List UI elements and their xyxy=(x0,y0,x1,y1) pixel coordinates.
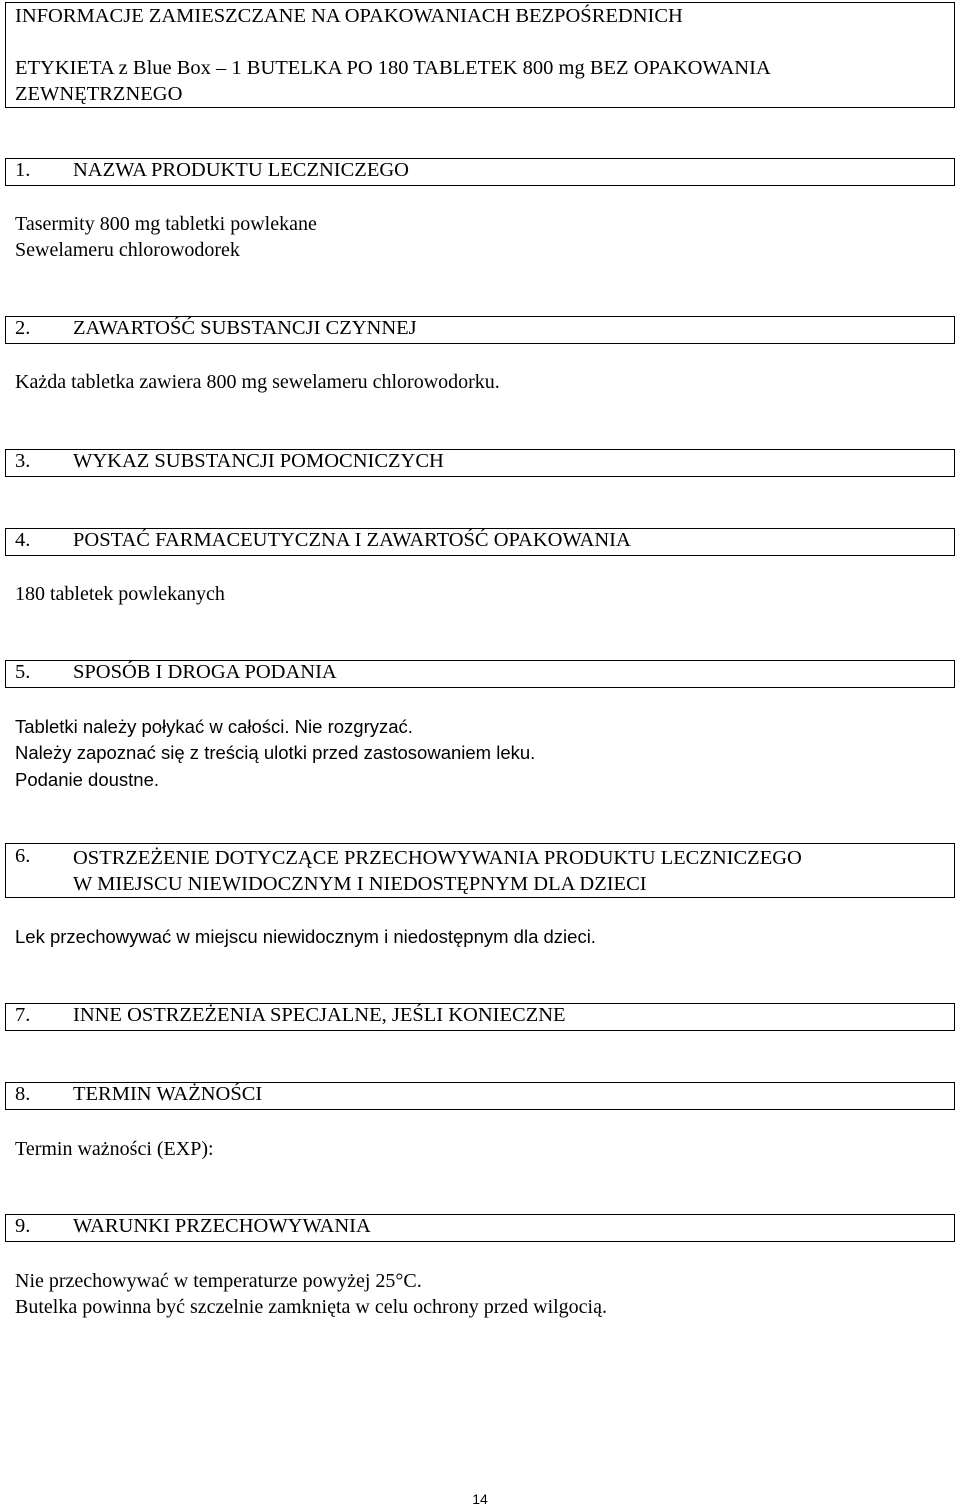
section-2-number: 2. xyxy=(15,317,31,339)
section-7-number: 7. xyxy=(15,1004,31,1026)
s2-line-1: Każda tabletka zawiera 800 mg sewelameru chlorowodorku. xyxy=(15,371,500,393)
section-8-title: TERMIN WAŻNOŚCI xyxy=(73,1083,263,1105)
section-6-box xyxy=(5,843,955,898)
section-7-title: INNE OSTRZEŻENIA SPECJALNE, JEŚLI KONIECZNE xyxy=(73,1004,566,1026)
header-line-2: ETYKIETA z Blue Box – 1 BUTELKA PO 180 TABLETEK 800 mg BEZ OPAKOWANIA xyxy=(15,57,771,79)
section-4-number: 4. xyxy=(15,529,31,551)
section-3-number: 3. xyxy=(15,450,31,472)
section-9-box xyxy=(5,1214,955,1242)
s6-line-1: Lek przechowywać w miejscu niewidocznym i niedostępnym dla dzieci. xyxy=(15,926,596,947)
section-4-title: POSTAĆ FARMACEUTYCZNA I ZAWARTOŚĆ OPAKOWANIA xyxy=(73,529,631,551)
header-box xyxy=(5,2,955,108)
s5-line-3: Podanie doustne. xyxy=(15,769,160,790)
section-4-box xyxy=(5,528,955,556)
section-3-title: WYKAZ SUBSTANCJI POMOCNICZYCH xyxy=(73,450,444,472)
section-6-title-line-1: OSTRZEŻENIE DOTYCZĄCE PRZECHOWYWANIA PRODUKTU LECZNICZEGO xyxy=(73,847,802,869)
section-6-number: 6. xyxy=(15,845,31,867)
s8-line-1: Termin ważności (EXP): xyxy=(15,1138,214,1160)
section-2-box xyxy=(5,316,955,344)
section-9-number: 9. xyxy=(15,1215,31,1237)
s9-line-1: Nie przechowywać w temperaturze powyżej 25°C. xyxy=(15,1270,422,1292)
section-1-number: 1. xyxy=(15,159,31,181)
s4-line-1: 180 tabletek powlekanych xyxy=(15,583,225,605)
s5-line-1: Tabletki należy połykać w całości. Nie rozgryzać. xyxy=(15,716,413,737)
s1-line-2: Sewelameru chlorowodorek xyxy=(15,239,240,261)
section-8-box xyxy=(5,1082,955,1110)
section-6-title-line-2: W MIEJSCU NIEWIDOCZNYM I NIEDOSTĘPNYM DLA DZIECI xyxy=(73,873,647,895)
section-5-title: SPOSÓB I DROGA PODANIA xyxy=(73,661,337,683)
section-2-title: ZAWARTOŚĆ SUBSTANCJI CZYNNEJ xyxy=(73,317,417,339)
page-number: 14 xyxy=(472,1491,488,1507)
section-9-title: WARUNKI PRZECHOWYWANIA xyxy=(73,1215,371,1237)
s1-line-1: Tasermity 800 mg tabletki powlekane xyxy=(15,213,317,235)
section-5-number: 5. xyxy=(15,661,31,683)
header-line-1: INFORMACJE ZAMIESZCZANE NA OPAKOWANIACH BEZPOŚREDNICH xyxy=(15,5,683,27)
s5-line-2: Należy zapoznać się z treścią ulotki przed zastosowaniem leku. xyxy=(15,742,536,763)
section-7-box xyxy=(5,1003,955,1031)
section-1-box xyxy=(5,158,955,186)
section-1-title: NAZWA PRODUKTU LECZNICZEGO xyxy=(73,159,409,181)
section-5-box xyxy=(5,660,955,688)
section-3-box xyxy=(5,449,955,477)
header-line-3: ZEWNĘTRZNEGO xyxy=(15,83,183,105)
s9-line-2: Butelka powinna być szczelnie zamknięta w celu ochrony przed wilgocią. xyxy=(15,1296,607,1318)
section-8-number: 8. xyxy=(15,1083,31,1105)
